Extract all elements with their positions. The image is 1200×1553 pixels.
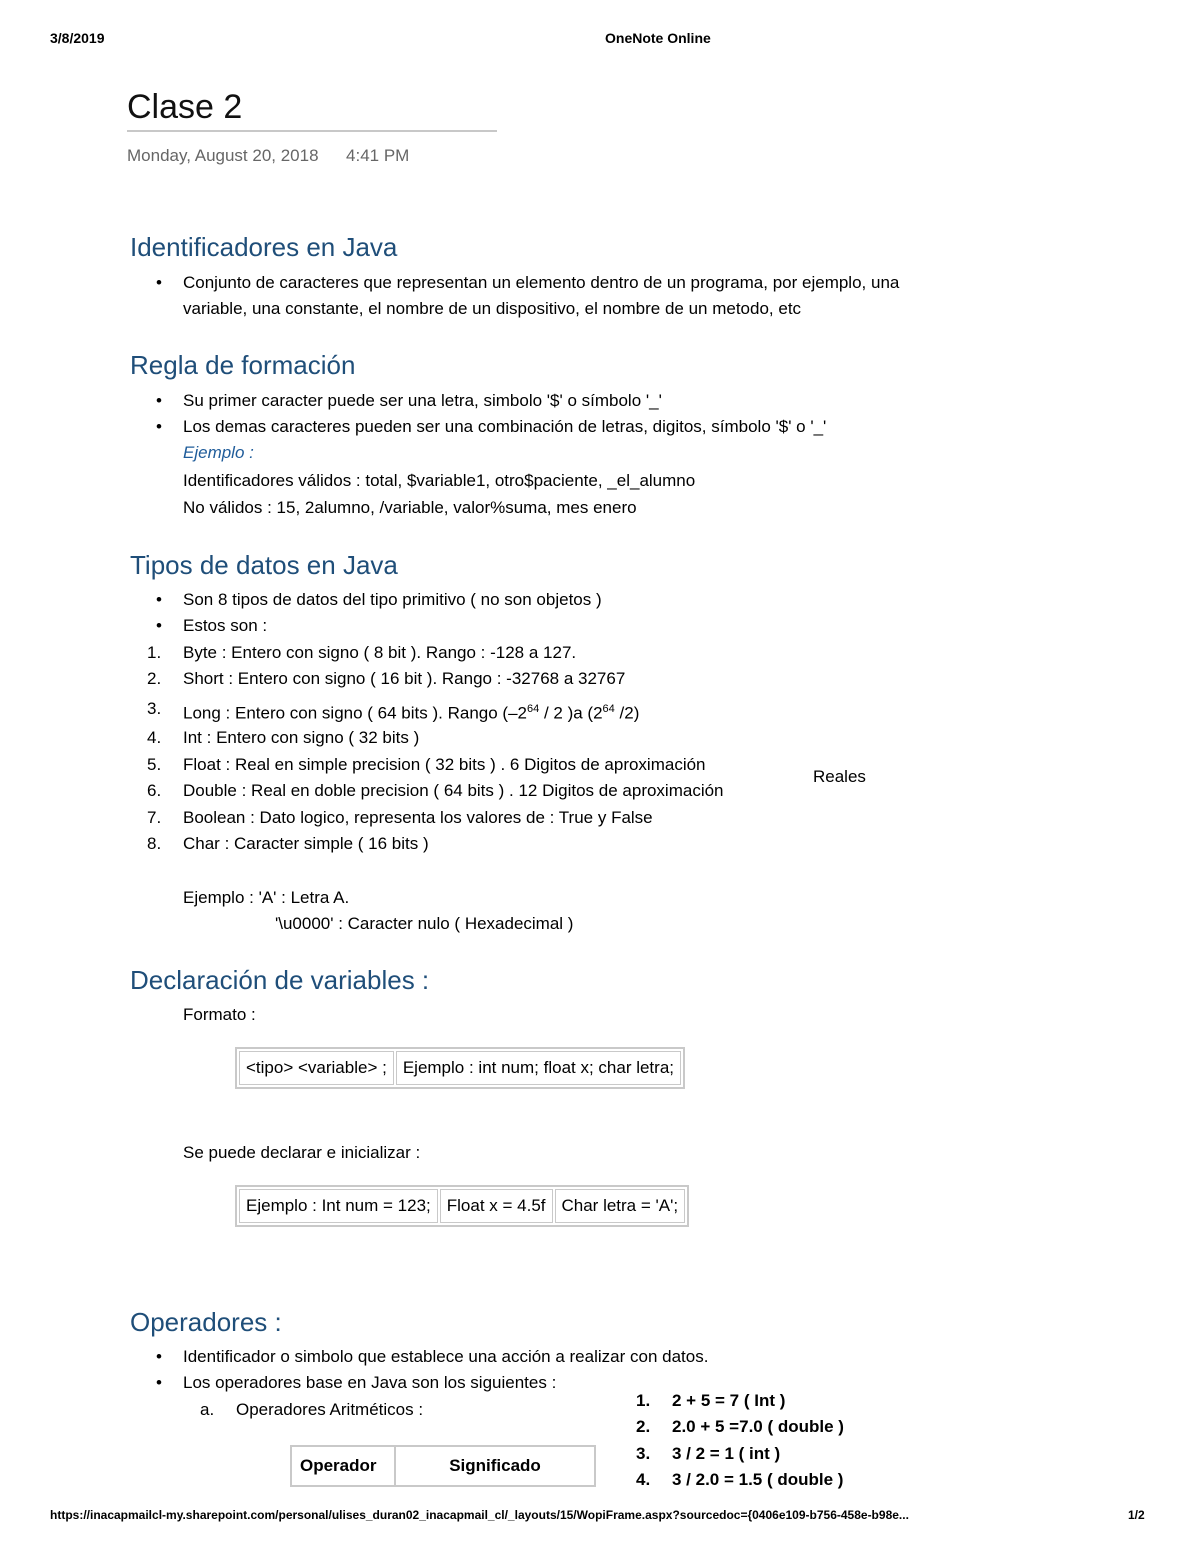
sub-list-item: a. Operadores Aritméticos :	[200, 1400, 424, 1419]
heading-tipos: Tipos de datos en Java	[130, 550, 398, 580]
type-item: 4. Int : Entero con signo ( 32 bits )	[147, 728, 420, 747]
format-cell: Ejemplo : int num; float x; char letra;	[396, 1051, 681, 1085]
heading-identificadores: Identificadores en Java	[130, 232, 398, 262]
char-example-line2: '\u0000' : Caracter nulo ( Hexadecimal )	[275, 914, 574, 933]
operators-table	[290, 1445, 596, 1487]
init-cell: Float x = 4.5f	[440, 1189, 553, 1223]
reales-label: Reales	[813, 767, 866, 786]
page-number: 1/2	[1128, 1508, 1145, 1522]
list-item: • Su primer caracter puede ser una letra, simbolo '$' o símbolo '_'	[183, 388, 662, 414]
heading-regla: Regla de formación	[130, 350, 356, 380]
list-item: • Los demas caracteres pueden ser una combinación de letras, digitos, símbolo '$' o '_'	[183, 414, 826, 440]
list-item: • Son 8 tipos de datos del tipo primitivo ( no son objetos )	[183, 587, 602, 613]
heading-operadores: Operadores :	[130, 1307, 282, 1337]
title-divider	[127, 130, 497, 132]
init-cell: Ejemplo : Int num = 123;	[239, 1189, 438, 1223]
page-title[interactable]: Clase 2	[127, 88, 243, 126]
type-item: 6. Double : Real en doble precision ( 64 bits ) . 12 Digitos de aproximación	[147, 781, 724, 800]
list-item: • Estos son :	[183, 613, 267, 639]
format-cell: <tipo> <variable> ;	[239, 1051, 394, 1085]
type-item: 5. Float : Real en simple precision ( 32 bits ) . 6 Digitos de aproximación	[147, 755, 706, 774]
heading-declaracion: Declaración de variables :	[130, 965, 430, 995]
page-date: Monday, August 20, 2018	[127, 146, 319, 165]
type-item: 1. Byte : Entero con signo ( 8 bit ). Rango : -128 a 127.	[147, 643, 577, 662]
valid-identifiers: Identificadores válidos : total, $variable1, otro$paciente, _el_alumno	[183, 471, 696, 490]
page-time: 4:41 PM	[346, 146, 410, 165]
init-cell: Char letra = 'A';	[555, 1189, 686, 1223]
init-label: Se puede declarar e inicializar :	[183, 1143, 421, 1162]
type-item: 8. Char : Caracter simple ( 16 bits )	[147, 834, 429, 853]
table-header: Significado	[395, 1446, 595, 1486]
type-item: 2. Short : Entero con signo ( 16 bit ). Rango : -32768 a 32767	[147, 669, 626, 688]
op-example: 4. 3 / 2.0 = 1.5 ( double )	[636, 1470, 844, 1489]
page-datetime	[127, 146, 409, 166]
source-url[interactable]: https://inacapmailcl-my.sharepoint.com/personal/ulises_duran02_inacapmail_cl/_layouts/15/WopiFrame.aspx?sourcedoc={0406e109-b756-458e-b98e...	[50, 1508, 909, 1522]
list-item: • Los operadores base en Java son los siguientes :	[183, 1370, 556, 1396]
list-item	[183, 270, 899, 322]
invalid-identifiers: No válidos : 15, 2alumno, /variable, valor%suma, mes enero	[183, 498, 637, 517]
op-example: 3. 3 / 2 = 1 ( int )	[636, 1444, 781, 1463]
op-example: 1. 2 + 5 = 7 ( Int )	[636, 1391, 786, 1410]
type-item: 7. Boolean : Dato logico, representa los valores de : True y False	[147, 808, 653, 827]
op-example: 2. 2.0 + 5 =7.0 ( double )	[636, 1417, 844, 1436]
table-header: Operador	[291, 1446, 395, 1486]
type-item: 3. Long : Entero con signo ( 64 bits ). Rango ($-2^{64} / 2$ )a ($2^{64}$ /2)	[147, 699, 640, 723]
format-table	[235, 1047, 685, 1089]
init-table	[235, 1185, 689, 1227]
list-item: • Identificador o simbolo que establece una acción a realizar con datos.	[183, 1344, 708, 1370]
app-name: OneNote Online	[605, 30, 711, 46]
print-date: 3/8/2019	[50, 30, 105, 46]
example-label: Ejemplo :	[183, 443, 254, 462]
list-item-text: • Conjunto de caracteres que representan un elemento dentro de un programa, por ejemplo, una	[183, 273, 900, 292]
char-example-line1: Ejemplo : 'A' : Letra A.	[183, 888, 350, 907]
list-item-text: variable, una constante, el nombre de un dispositivo, el nombre de un metodo, etc	[183, 299, 802, 318]
formato-label: Formato :	[183, 1005, 256, 1024]
